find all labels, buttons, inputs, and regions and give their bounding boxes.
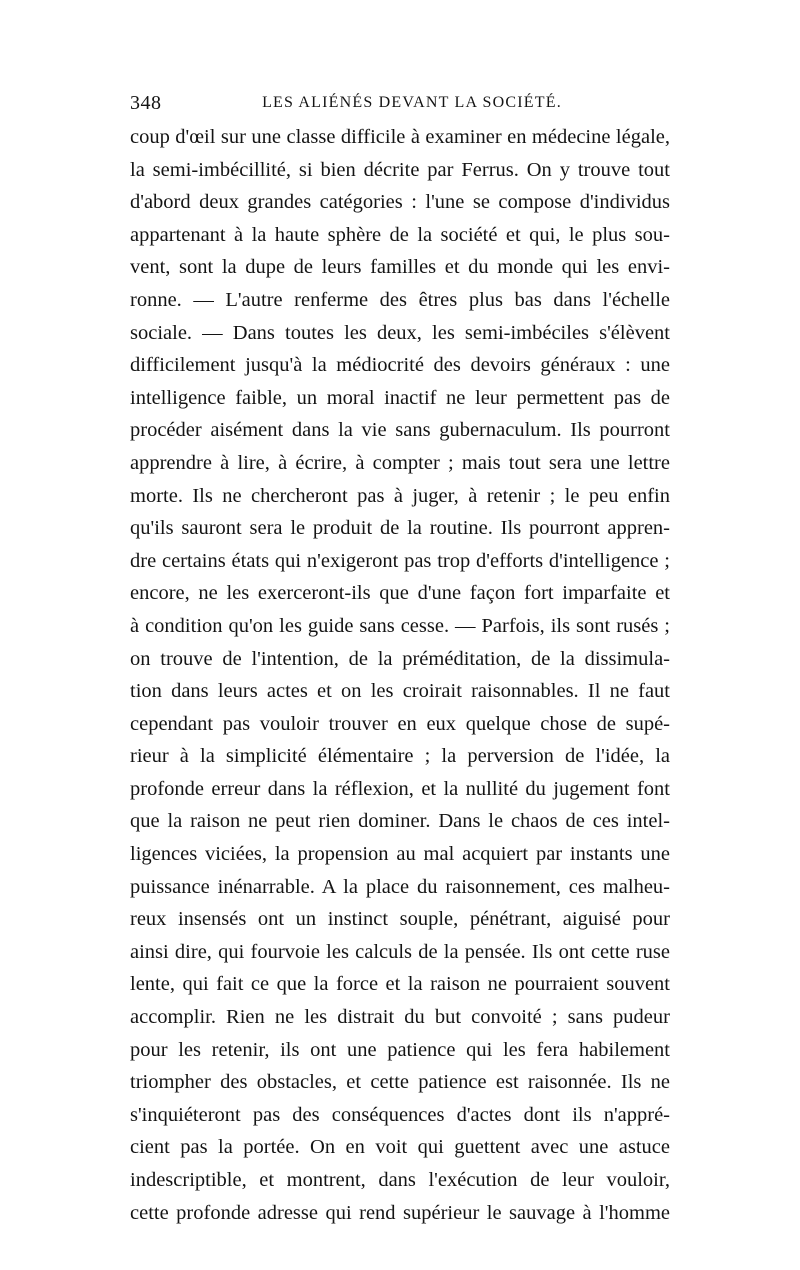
running-title: LES ALIÉNÉS DEVANT LA SOCIÉTÉ. — [262, 94, 562, 111]
text-line: ligences viciées, la propension au mal acquiert par instants une — [130, 843, 670, 866]
text-line: morte. Ils ne chercheront pas à juger, à retenir ; le peu enfin — [130, 484, 670, 507]
text-line: sociale. — Dans toutes les deux, les semi-imbéciles s'élèvent — [130, 321, 670, 344]
text-line: appartenant à la haute sphère de la société et qui, le plus sou- — [130, 223, 670, 246]
text-line: vent, sont la dupe de leurs familles et du monde qui les envi- — [130, 256, 670, 279]
text-line: d'abord deux grandes catégories : l'une se compose d'individus — [130, 191, 670, 214]
text-line: accomplir. Rien ne les distrait du but convoité ; sans pudeur — [130, 1006, 670, 1029]
text-line: rieur à la simplicité élémentaire ; la perversion de l'idée, la — [130, 745, 670, 768]
text-line: encore, ne les exerceront-ils que d'une façon fort imparfaite et — [130, 582, 670, 605]
page-header — [130, 92, 670, 118]
text-line: triompher des obstacles, et cette patience est raisonnée. Ils ne — [130, 1071, 670, 1094]
text-line: procéder aisément dans la vie sans gubernaculum. Ils pourront — [130, 419, 670, 442]
text-line: apprendre à lire, à écrire, à compter ; mais tout sera une lettre — [130, 451, 670, 474]
text-line: profonde erreur dans la réflexion, et la nullité du jugement font — [130, 777, 670, 800]
text-line: coup d'œil sur une classe difficile à examiner en médecine légale, — [130, 126, 670, 148]
text-line: que la raison ne peut rien dominer. Dans le chaos de ces intel- — [130, 810, 670, 833]
text-line: s'inquiéteront pas des conséquences d'actes dont ils n'appré- — [130, 1103, 670, 1126]
text-line: ainsi dire, qui fourvoie les calculs de la pensée. Ils ont cette ruse — [130, 940, 670, 963]
text-line: la semi-imbécillité, si bien décrite par Ferrus. On y trouve tout — [130, 158, 670, 181]
text-line: indescriptible, et montrent, dans l'exécution de leur vouloir, — [130, 1169, 670, 1191]
text-line: tion dans leurs actes et on les croirait raisonnables. Il ne faut — [130, 680, 670, 703]
text-line: à condition qu'on les guide sans cesse. — Parfois, ils sont rusés ; — [130, 614, 670, 637]
text-line: cette profonde adresse qui rend supérieur le sauvage à l'homme — [130, 1201, 670, 1224]
text-line: cient pas la portée. On en voit qui guettent avec une astuce — [130, 1136, 670, 1159]
text-line: lente, qui fait ce que la force et la raison ne pourraient souvent — [130, 973, 670, 996]
text-line: puissance inénarrable. A la place du raisonnement, ces malheu- — [130, 875, 670, 898]
page-number: 348 — [130, 92, 162, 114]
text-line: pour les retenir, ils ont une patience qui les fera habilement — [130, 1038, 670, 1061]
text-line: on trouve de l'intention, de la préméditation, de la dissimula- — [130, 647, 670, 670]
text-line: qu'ils sauront sera le produit de la routine. Ils pourront appren- — [130, 517, 670, 540]
text-line: difficilement jusqu'à la médiocrité des devoirs généraux : une — [130, 354, 670, 377]
body-text — [130, 121, 670, 1229]
text-line: cependant pas vouloir trouver en eux quelque chose de supé- — [130, 712, 670, 735]
text-line: reux insensés ont un instinct souple, pénétrant, aiguisé pour — [130, 908, 670, 931]
text-line: dre certains états qui n'exigeront pas trop d'efforts d'intelligence ; — [130, 549, 670, 572]
text-line: ronne. — L'autre renferme des êtres plus bas dans l'échelle — [130, 288, 670, 311]
text-line: intelligence faible, un moral inactif ne leur permettent pas de — [130, 386, 670, 409]
